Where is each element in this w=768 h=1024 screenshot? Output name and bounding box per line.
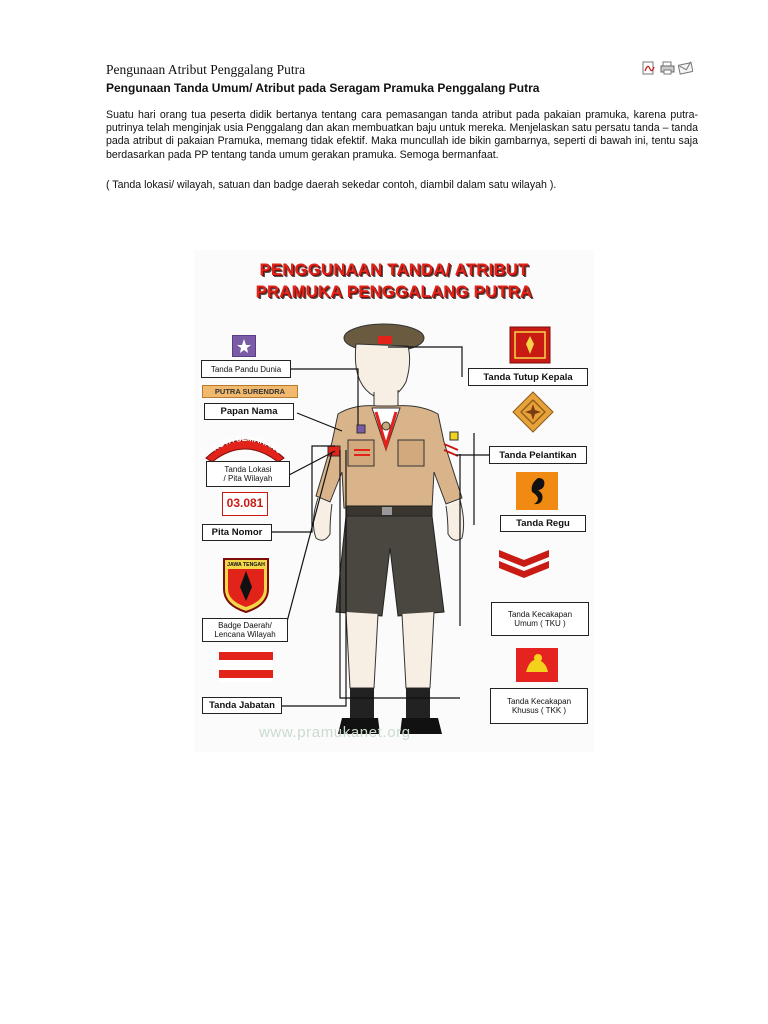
print-icon[interactable]	[660, 61, 675, 75]
watermark: www.pramukanet.org	[259, 724, 411, 741]
label-tutup-kepala: Tanda Tutup Kepala	[468, 368, 588, 386]
pdf-icon[interactable]	[642, 61, 657, 75]
subtitle: Pengunaan Tanda Umum/ Atribut pada Seragam Pramuka Penggalang Putra	[106, 81, 540, 95]
label-tkk-line2: Khusus ( TKK )	[511, 706, 567, 715]
label-lokasi-line2: / Pita Wilayah	[223, 474, 273, 483]
diagram-title-line1: PENGGUNAAN TANDA/ ATRIBUT	[259, 260, 529, 279]
label-lokasi	[206, 461, 290, 487]
email-icon[interactable]	[678, 61, 693, 75]
region-shield-badge	[222, 555, 270, 613]
uniform-diagram	[194, 250, 594, 752]
document-toolbar	[642, 61, 693, 75]
label-daerah-line2: Lencana Wilayah	[214, 630, 276, 639]
tkk-badge	[516, 648, 558, 682]
page-title: Pengunaan Atribut Penggalang Putra	[106, 62, 306, 77]
intro-paragraph: Suatu hari orang tua peserta didik bertanya tentang cara pemasangan tanda atribut pada pakaian pramuka, karena putra-putrinya telah menginjak usia Penggalang dan akan membuatkan baju untuk mereka. Menjelaskan satu persatu tanda – tanda pada atribut di pakaian Pramuka, memang tidak efektif. Maka muncullah ide bikin gambarnya, seperti di bawah ini, tentu saja berdasarkan pada PP tentang tanda umum gerakan pramuka. Semoga bermanfaat.	[106, 109, 698, 161]
head-cover-badge	[509, 326, 551, 364]
city-tape-badge	[204, 430, 286, 462]
number-tape-badge: 03.081	[222, 492, 268, 516]
label-tanda-regu: Tanda Regu	[500, 515, 586, 532]
label-tku-line1: Tanda Kecakapan	[507, 610, 573, 619]
tku-chevron-badge	[499, 548, 549, 582]
installation-badge	[512, 391, 554, 433]
patrol-seahorse-badge	[516, 472, 558, 510]
label-tkk	[490, 688, 588, 724]
label-pandu-dunia: Tanda Pandu Dunia	[201, 360, 291, 378]
name-tape-badge: PUTRA SURENDRA	[202, 385, 298, 398]
note-paragraph: ( Tanda lokasi/ wilayah, satuan dan badge daerah sekedar contoh, diambil dalam satu wilayah ).	[106, 179, 557, 191]
label-pita-nomor: Pita Nomor	[202, 524, 272, 541]
label-tkk-line1: Tanda Kecakapan	[506, 697, 572, 706]
label-badge-daerah	[202, 618, 288, 642]
pandu-dunia-badge	[232, 335, 256, 357]
region-shield-text: JAWA TENGAH	[227, 562, 265, 568]
label-pelantikan: Tanda Pelantikan	[489, 446, 587, 464]
label-tku	[491, 602, 589, 636]
position-badge	[219, 648, 273, 682]
label-daerah-line1: Badge Daerah/	[218, 621, 272, 630]
label-lokasi-line1: Tanda Lokasi	[224, 465, 272, 474]
label-tku-line2: Umum ( TKU )	[514, 619, 566, 628]
diagram-title-line2: PRAMUKA PENGGALANG PUTRA	[255, 282, 533, 301]
label-papan-nama: Papan Nama	[204, 403, 294, 420]
city-tape-text: KOTA SEMARANG	[210, 433, 284, 456]
label-tanda-jabatan: Tanda Jabatan	[202, 697, 282, 714]
